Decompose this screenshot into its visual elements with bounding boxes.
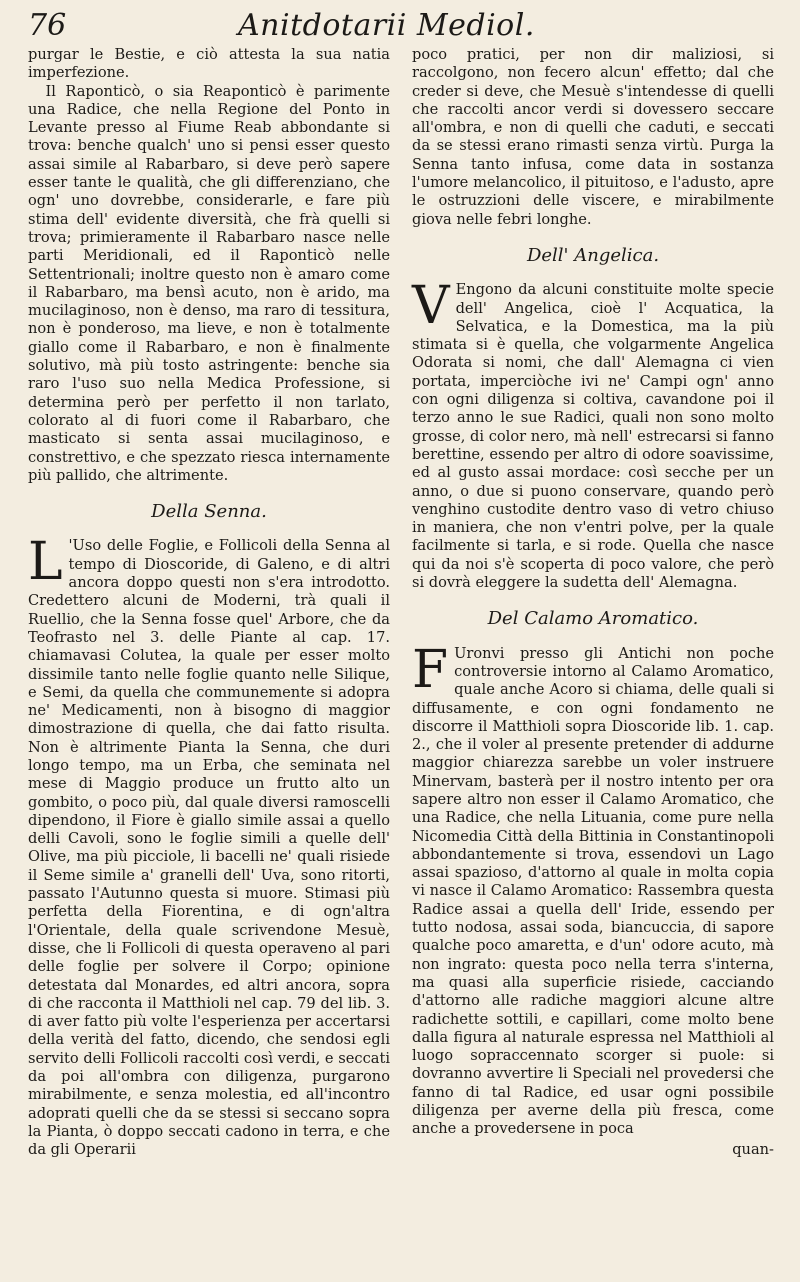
calamo-paragraph [412, 639, 774, 1139]
raponticum-paragraph: Il Raponticò, o sia Reaponticò è parimente una Radice, che nella Regione del Ponto in Levante presso al Fiume Reab abbondante si trova: benche qualch' uno si pensi esser questo assai simile al Rabarbaro, si deve però sapere esser tante le qualità, che gli differenziano, che ogn' uno dovrebbe, considerarle, e fare più stima dell' evidente diversità, che frà quelli si trova; primieramente il Rabarbaro nasce nelle parti Meridionali, ed il Raponticò nelle Settentrionali; inoltre questo non è amaro come il Rabarbaro, ma bensì acuto, non è arido, ma mucilaginoso, non è denso, ma raro di tessitura, non è ponderoso, ma lieve, e non è totalmente giallo come il Rabarbaro, e non è finalmente solutivo, mà più tosto astringente: benche sia raro l'uso suo nella Medica Professione, si determina però per perfetto il non tarlato, colorato al di fuori come il Rabarbaro, che masticato si senta assai mucilaginoso, e constrettivo, e che spezzato riesca internamente più pallido, che altrimente. [28, 82, 390, 484]
angelica-paragraph [412, 276, 774, 592]
running-head: Anitdotarii Mediol. [238, 8, 535, 43]
left-column [28, 46, 390, 1160]
senna-continued-paragraph: poco pratici, per non dir maliziosi, si raccolgono, non fecero alcun' effetto; dal che creder si deve, che Mesuè s'intendesse di quelli che raccolti ancor verdi si dovessero seccare all'ombra, e non di quelli che caduti, e seccati da se stessi erano rimasti senza virtù. Purga la Senna tanto infusa, come data in sostanza l'umore melancolico, il pituitoso, e l'adusto, apre le ostruzzioni delle viscere, e mirabilmente giova nelle febri longhe. [412, 46, 774, 228]
catchword: quan- [732, 1140, 774, 1158]
senna-text: 'Uso delle Foglie, e Follicoli della Senna al tempo di Dioscoride, di Galeno, e di altri ancora doppo questi non s'era introdotto. Credettero alcuni de Moderni, trà quali il Ruellio, che la Senna fosse quel' Arbore, che da Teofrasto nel 3. delle Piante al cap. 17. chiamavasi Colutea, la quale per esser molto dissimile tanto nelle foglie quanto nelle Siliquе, e Semi, da quella che communemente si adopra ne' Medicamenti, non à bisogno di maggior dimostrazione di quella, che dai fatto risulta. Non è altrimente Pianta la Senna, che duri longo tempo, ma un Erba, che seminata nel mese di Maggio produce un frutto alto un gombito, o poco più, dal quale diversi ramoscelli dipendono, il Fiore è giallo simile assai a quello delli Cavoli, sono le foglie simili a quelle dell' Olive, ma più picciole, li bacelli ne' quali risiede il Seme simile a' granelli dell' Uva, sono ritorti, passato l'Autunno questa si muore. Stimasi più perfetta della Fiorentina, e di ogn'altra l'Orientale, della quale scrivendone Mesuè, disse, che li Follicoli di questa operaveno al pari delle foglie per solvere il Corpo; opinione detestata dal Monardes, ed altri ancora, sopra di che racconta il Matthioli nel cap. 79 del lib. 3. di aver fatto più volte l'esperienza per accertarsi della verità del fatto, dicendo, che sendosi egli servito delli Follicoli raccolti così verdi, e seccati da poi all'ombra con diligenza, purgarono mirabilmente, e senza molestia, ed all'incontro adoprati quelli che da se stessi si seccano sopra la Pianta, ò doppo seccati cadono in terra, e che da gli Operarii [28, 537, 390, 1159]
text-columns [28, 46, 774, 1160]
intro-paragraph: purgar le Bestie, e ciò attesta la sua natia imperfezione. [28, 46, 390, 82]
heading-angelica: Dell' Angelica. [526, 244, 660, 266]
heading-calamo: Del Calamo Aromatico. [487, 608, 699, 630]
page-header [28, 8, 774, 44]
right-column [412, 46, 774, 1160]
calamo-text: Uronvi presso gli Antichi non poche controversie intorno al Calamo Aromatico, quale anche Acoro si chiama, delle quali si diffusamente, e con ogni fondamento ne discorre il Matthioli sopra Dioscoride lib. 1. cap. 2., che il voler al presente pretender di addurne maggior chiarezza sarebbe un voler instruere Minervam, basterà per il nostro intento per ora sapere altro non esser il Calamo Aromatico, che una Radice, che nella Lituania, come pure nella Nicomedia Città della Bittinia in Constantinopoli abbondantemente si trova, essendovi un Lago assai spazioso, d'attorno al quale in molta copia vi nasce il Calamo Aromatico: Rassembra questa Radice assai a quella dell' Iride, essendo per tutto nodosa, assai soda, biancuccia, di sapore qualche poco amaretta, e d'un' odore acuto, mà non ingrato: questa poco nella terra s'interna, ma quasi alla superficie risiede, cacciando d'attorno alle radiche maggiori alcune altre radichette sottili, e capillari, come molto bene dalla figura al naturale espressa nel Matthioli al luogo sopraccennato scorger si puole: si dovranno avvertire li Speciali nel provedersi che fanno di tal Radice, ed usar ogni possibile diligenza per averne della più fresca, come anche a provedersene in poca [412, 644, 774, 1138]
drop-cap-f: F [412, 639, 449, 700]
senna-paragraph [28, 532, 390, 1159]
heading-senna: Della Senna. [151, 501, 267, 523]
drop-cap-l: L [28, 532, 63, 593]
drop-cap-v: V [412, 276, 450, 337]
page-number: 76 [28, 8, 67, 43]
angelica-text: Engono da alcuni constituite molte specie dell' Angelica, cioè l' Acquatica, la Selvatica, e la Domestica, ma la più stimata si è quella, che volgarmente Angelica Odorata si nomi, che dall' Alemagna ci vien portata, imperciòche ivi ne' Campi ogn' anno con ogni diligenza si coltiva, cavandone poi il terzo anno le sue Radici, quali non sono molto grosse, di color nero, mà nell' estrecarsi si fanno berettine, essendo per altro di odore soavissime, ed al gusto assai mordace: così secche per un anno, o due si puono conservare, quando però venghino custodite dentro vaso di vetro chiuso in maniera, che non v'entri polve, per la quale facilmente si tarla, e si rode. Quella che nasce qui da noi s'è scoperta di poco valore, che però si dovrà eleggere la sudetta dell' Alemagna. [412, 281, 774, 592]
